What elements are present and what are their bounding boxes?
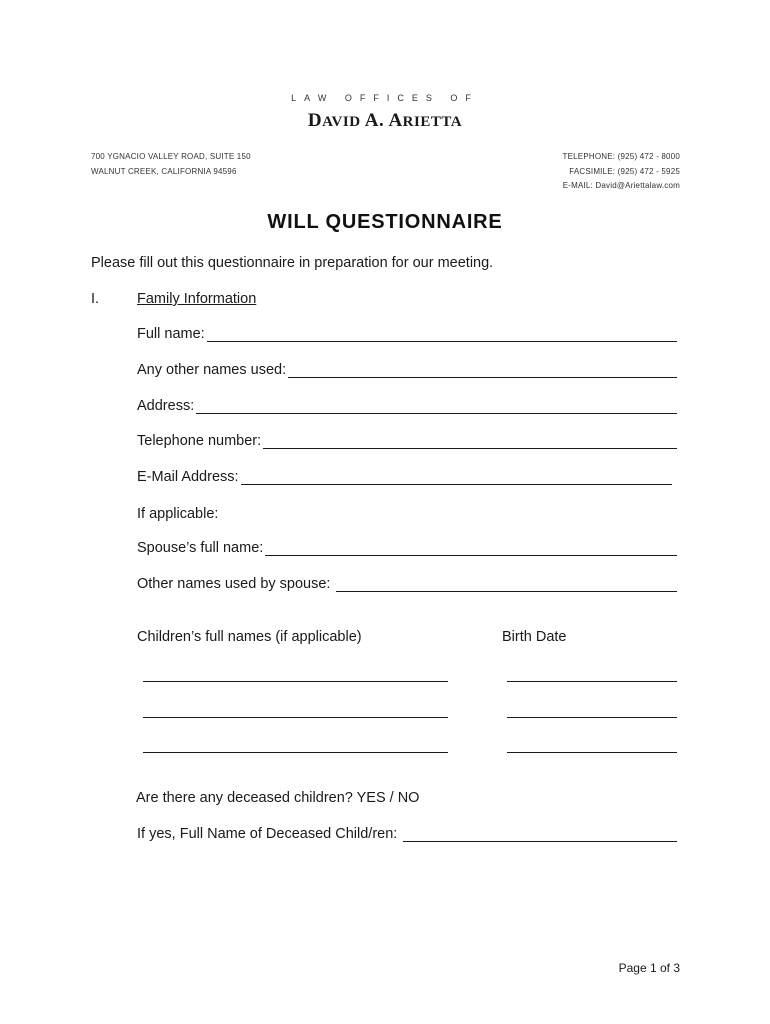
document-title: WILL QUESTIONNAIRE	[267, 211, 503, 233]
firm-name-a-rest: RIETTA	[402, 114, 463, 130]
address-field[interactable]	[137, 398, 677, 414]
firm-name-d-initial: D	[307, 110, 323, 131]
telephone-blank[interactable]	[263, 436, 677, 449]
email-line: E-MAIL: David@Ariettalaw.com	[562, 181, 680, 190]
firm-name-a-initial: A	[388, 110, 403, 131]
children-header: Children’s full names (if applicable)	[137, 629, 362, 645]
firm-name-d-rest: AVID	[322, 114, 361, 130]
section-title: Family Information	[137, 291, 257, 307]
telephone-field[interactable]	[137, 433, 677, 449]
email-label: E-Mail Address:	[137, 469, 239, 485]
deceased-child-name-field[interactable]	[137, 826, 677, 842]
birth-date-header: Birth Date	[502, 629, 567, 645]
deceased-children-question: Are there any deceased children? YES / NO	[136, 790, 420, 806]
section-number: I.	[91, 291, 100, 307]
address-line-2: WALNUT CREEK, CALIFORNIA 94596	[91, 167, 237, 176]
child-birth-date-blank-3[interactable]	[507, 751, 677, 753]
child-birth-date-blank-1[interactable]	[507, 680, 677, 682]
telephone-line: TELEPHONE: (925) 472 - 8000	[562, 152, 680, 161]
spouse-name-blank[interactable]	[265, 543, 677, 556]
other-names-blank[interactable]	[288, 365, 677, 378]
deceased-child-name-blank[interactable]	[403, 829, 677, 842]
address-line-1: 700 YGNACIO VALLEY ROAD, SUITE 150	[91, 152, 251, 161]
address-blank[interactable]	[196, 401, 677, 414]
firm-prefix: LAW OFFICES OF	[291, 93, 479, 103]
other-names-field[interactable]	[137, 362, 677, 378]
if-applicable-label: If applicable:	[137, 506, 219, 522]
firm-name-middle-initial: A.	[364, 110, 385, 131]
email-blank[interactable]	[241, 472, 672, 485]
child-birth-date-blank-2[interactable]	[507, 716, 677, 718]
telephone-label: Telephone number:	[137, 433, 262, 449]
full-name-blank[interactable]	[207, 329, 677, 342]
firm-name	[0, 110, 770, 132]
child-name-blank-1[interactable]	[143, 680, 448, 682]
full-name-label: Full name:	[137, 326, 205, 342]
address-label: Address:	[137, 398, 195, 414]
spouse-other-names-field[interactable]	[137, 576, 677, 592]
spouse-other-names-blank[interactable]	[336, 579, 677, 592]
other-names-label: Any other names used:	[137, 362, 287, 378]
full-name-field[interactable]	[137, 326, 677, 342]
facsimile-line: FACSIMILE: (925) 472 - 5925	[569, 167, 680, 176]
child-name-blank-2[interactable]	[143, 716, 448, 718]
spouse-name-field[interactable]	[137, 540, 677, 556]
child-name-blank-3[interactable]	[143, 751, 448, 753]
deceased-child-name-label: If yes, Full Name of Deceased Child/ren:	[137, 826, 398, 842]
intro-text: Please fill out this questionnaire in preparation for our meeting.	[91, 255, 494, 271]
page-number: Page 1 of 3	[618, 961, 680, 975]
spouse-name-label: Spouse’s full name:	[137, 540, 264, 556]
email-field[interactable]	[137, 469, 672, 485]
spouse-other-names-label: Other names used by spouse:	[137, 576, 331, 592]
